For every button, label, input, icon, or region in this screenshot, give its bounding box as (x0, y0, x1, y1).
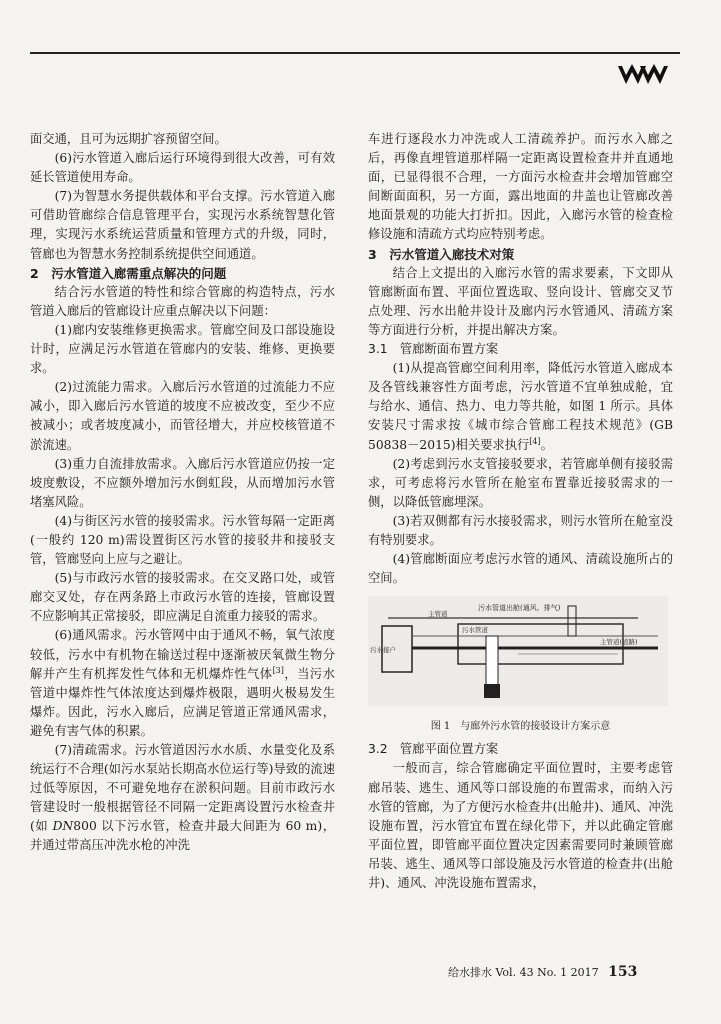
subsection-heading-3-2: 3.2 管廊平面位置方案 (368, 742, 499, 757)
paragraph (368, 359, 673, 454)
paragraph: (5)与市政污水管的接驳需求。在交叉路口处，或管廊交叉处，存在两条路上市政污水管的连接，管廊设置不应影响其正常接驳，即应满足自流重力接驳的需求。 (30, 571, 335, 624)
paragraph: (4)与街区污水管的接驳需求。污水管每隔一定距离(一般约 120 m)需设置街区污水管的接驳井和接驳支管，管廊竖向上应与之避让。 (30, 513, 335, 567)
paragraph-text: 。 (540, 437, 553, 452)
figure-label: 主管道(道路) (600, 638, 638, 647)
paragraph: (1)廊内安装维修更换需求。管廊空间及口部设施设计时，应满足污水管道在管廊内的安装、维修、更换要求。 (30, 322, 335, 376)
paragraph: (3)重力自流排放需求。入廊后污水管道应仍按一定坡度敷设，不应额外增加污水倒虹段，从而增加污水管堵塞风险。 (30, 456, 335, 509)
paragraph-text: 800 以下污水管，检查井最大间距为 60 m)，并通过带高压冲洗水枪的冲洗 (30, 819, 335, 853)
figure-label: 污水管道出舱(通风、排气) (478, 604, 561, 613)
figure-label: 主管道 (428, 610, 448, 619)
left-column (30, 130, 335, 856)
journal-logo-icon (616, 62, 668, 88)
section-heading-2: 2 污水管道入廊需重点解决的问题 (30, 265, 227, 281)
paragraph: 车进行逐段水力冲洗或人工清疏养护。而污水入廊之后，再像直埋管道那样隔一定距离设置检查井并直通地面，已显得很不合理，一方面污水检查井会增加管廊空间断面面积，另一方面，露出地面的井盖也让管廊改善地面景观的功能大打折扣。因此，入廊污水管的检查检修设施和清疏方式均应特别考虑。 (368, 132, 673, 242)
page-number: 153 (608, 964, 638, 980)
right-column (368, 130, 673, 893)
paragraph-text: (7)清疏需求。污水管道因污水水质、水量变化及系统运行不合理(如污水泵站长期高水位运行等)导致的流速过低等原因，不可避免地存在淤积问题。目前市政污水管建设时一般根据管径不同隔一定距离设置污水检查井(如 (30, 743, 335, 834)
paragraph: 结合污水管道的特性和综合管廊的构造特点，污水管道入廊后的管廊设计应重点解决以下问题： (30, 284, 335, 318)
paragraph-text: (6)通风需求。污水管网中由于通风不畅，氧气浓度较低，污水中有机物在输送过程中逐渐被厌氧微生物分解并产生有机挥发性气体和无机爆炸性气体 (30, 628, 335, 681)
paragraph: (4)管廊断面应考虑污水管的通风、清疏设施所占的空间。 (368, 552, 673, 586)
page-footer (448, 964, 678, 980)
journal-name: 给水排水 (448, 966, 492, 979)
section-heading-3: 3 污水管道入廊技术对策 (368, 246, 515, 262)
paragraph-text: (1)从提高管廊空间利用率，降低污水管道入廊成本及各管线兼容性方面考虑，污水管道不宜单独成舱，宜与给水、通信、热力、电力等共舱，如图 1 所示。具体安装尺寸需求按《城市综合管廊工程技术规范》(GB 50838－2015)相关要求执行 (368, 361, 673, 452)
paragraph (30, 741, 335, 856)
journal-volume: Vol. 43 (495, 966, 534, 979)
journal-year: 2017 (570, 966, 599, 979)
paragraph: (2)过流能力需求。入廊后污水管道的过流能力不应减小，即入廊后污水管道的坡度不应被改变，至少不应被减小；或者坡度减小，而管径增大，并应校核管道不淤流速。 (30, 380, 335, 452)
figure-1-diagram (368, 596, 668, 706)
journal-number: No. 1 (537, 966, 568, 979)
figure-label: 污水接户 (370, 646, 396, 655)
header-rule (30, 52, 680, 54)
paragraph: (2)考虑到污水支管接驳要求，若管廊单侧有接驳需求，可考虑将污水管所在舱室布置靠近接驳需求的一侧，以降低管廊埋深。 (368, 456, 673, 509)
pipe-spec: DN (52, 819, 74, 834)
paragraph: (7)为智慧水务提供载体和平台支撑。污水管道入廊可借助管廊综合信息管理平台，实现污水系统智慧化管理，实现污水系统运营质量和管理方式的升级，同时，管廊也为智慧水务控制系统提供空间通道。 (30, 189, 335, 261)
paragraph: 一般而言，综合管廊确定平面位置时，主要考虑管廊吊装、逃生、通风等口部设施的布置需求，而纳入污水管的管廊，为了方便污水检查井(出舱井)、通风、冲洗设施布置，污水管宜布置在绿化带下，并以此确定管廊平面位置，即管廊平面位置决定因素需要同时兼顾管廊吊装、逃生、通风等口部设施及污水管道的检查井(出舱井)、通风、冲洗设施布置需求， (368, 761, 673, 890)
paragraph: (3)若双侧都有污水接驳需求，则污水管所在舱室没有特别要求。 (368, 513, 673, 547)
subsection-heading-3-1: 3.1 管廊断面布置方案 (368, 342, 499, 357)
paragraph (30, 626, 335, 741)
figure-label: 污水管道 (462, 626, 488, 635)
paragraph-text: ，当污水管道中爆炸性气体浓度达到爆炸极限，遇明火极易发生爆炸。因此，污水入廊后，应满足管道正常通风需求，避免有害气体的积累。 (30, 666, 335, 738)
citation-ref: [3] (272, 665, 284, 675)
paragraph: 结合上文提出的入廊污水管的需求要素，下文即从管廊断面布置、平面位置选取、竖向设计、管廊交叉节点处理、污水出舱井设计及廊内污水管通风、清疏方案等方面进行分析，并提出解决方案。 (368, 265, 673, 337)
figure-caption: 图 1 与廊外污水管的接驳设计方案示意 (430, 721, 611, 733)
paragraph: (6)污水管道入廊后运行环境得到很大改善，可有效延长管道使用寿命。 (30, 151, 335, 185)
citation-ref: [4] (529, 436, 541, 446)
paragraph: 面交通，且可为远期扩容预留空间。 (30, 132, 227, 146)
